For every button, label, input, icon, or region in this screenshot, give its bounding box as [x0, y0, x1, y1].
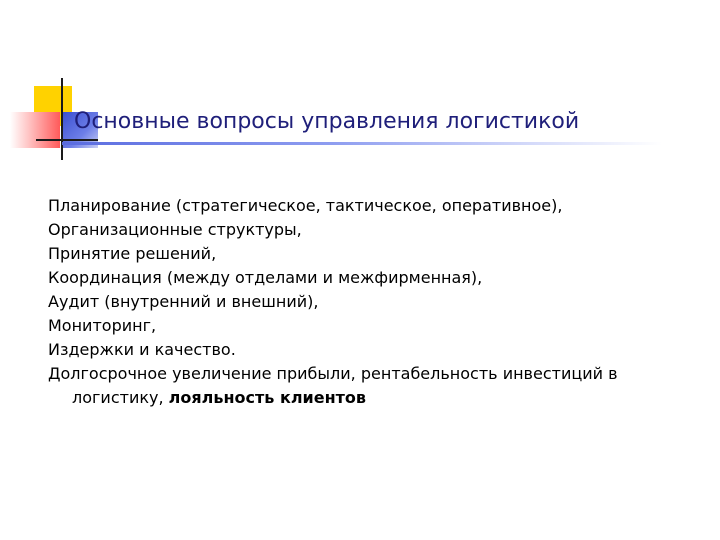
red-gradient-decoration — [10, 112, 60, 148]
list-item: Планирование (стратегическое, тактическое, оперативное), — [48, 196, 563, 215]
list-item: Мониторинг, — [48, 316, 157, 335]
list-item-long-term-profit — [48, 362, 688, 410]
list-item: Издержки и качество. — [48, 340, 236, 359]
list-item: Организационные структуры, — [48, 220, 302, 239]
list-item: Координация (между отделами и межфирменная), — [48, 268, 483, 287]
topic-list — [48, 194, 688, 410]
list-item: Аудит (внутренний и внешний), — [48, 292, 319, 311]
slide-title: Основные вопросы управления логистикой — [74, 109, 580, 134]
title-underline — [62, 142, 662, 145]
list-item-text: Долгосрочное увеличение прибыли, рентабельность инвестиций в логистику, — [48, 364, 618, 407]
list-item-emphasis: лояльность клиентов — [168, 388, 367, 407]
list-item: Принятие решений, — [48, 244, 217, 263]
vertical-crosshair-line — [61, 78, 63, 160]
horizontal-crosshair-line — [36, 139, 98, 141]
